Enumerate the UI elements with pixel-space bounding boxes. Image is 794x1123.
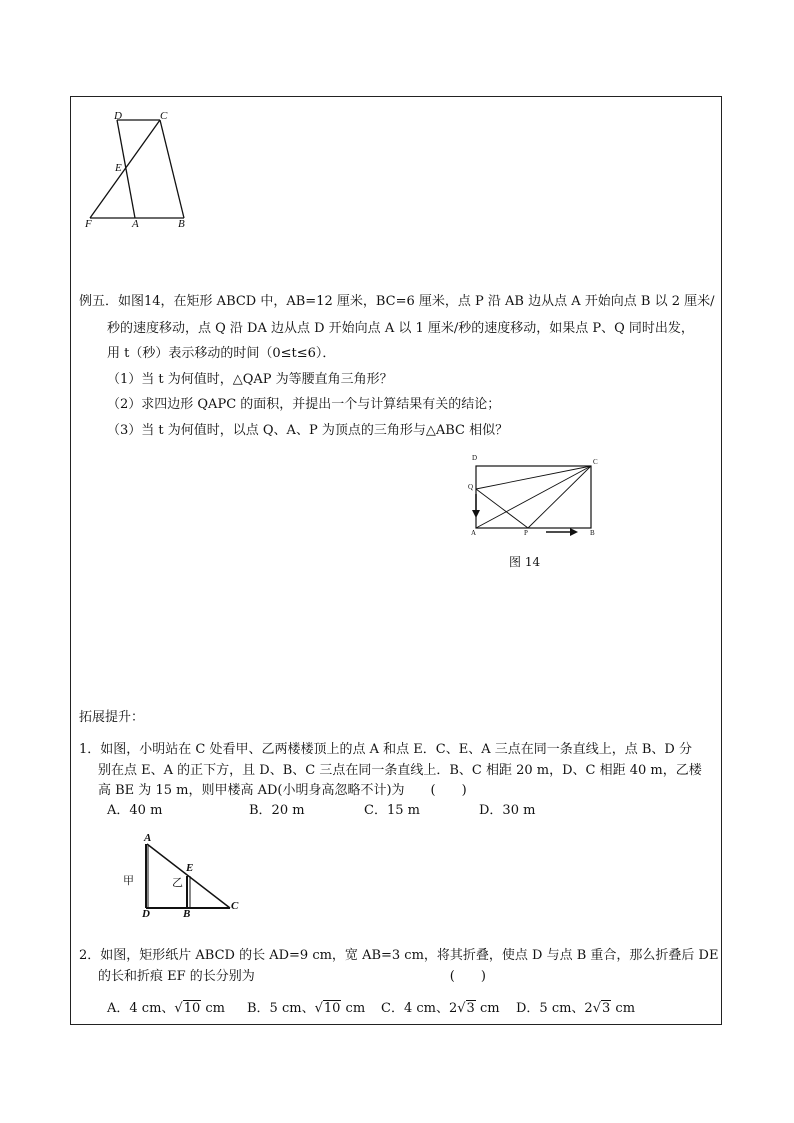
problem1-line2: 别在点 E、A 的正下方，且 D、B、C 三点在同一条直线上．B、C 相距 20 m，D、C 相距 40 m，乙楼 <box>98 763 702 778</box>
sqrt-symbol: √10 <box>314 1001 341 1016</box>
example5-line3: 用 t（秒）表示移动的时间（0≤t≤6）． <box>107 346 336 361</box>
radicand: 10 <box>323 1001 341 1016</box>
figure-14-caption: 图 14 <box>509 555 541 569</box>
problem1-option-a: A．40 m <box>107 803 163 818</box>
figure-buildings <box>118 832 248 920</box>
example5-line2: 秒的速度移动，点 Q 沿 DA 边从点 D 开始向点 A 以 1 厘米/秒的速度移动，如果点 P、Q 同时出发， <box>107 321 694 336</box>
problem2-line1: 2．如图，矩形纸片 ABCD 的长 AD=9 cm，宽 AB=3 cm，将其折叠，使点 D 与点 B 重合，那么折叠后 DE <box>79 948 719 963</box>
example5-question-3: （3）当 t 为何值时，以点 Q、A、P 为顶点的三角形与△ABC 相似？ <box>107 423 509 438</box>
sqrt-symbol: √3 <box>457 1001 475 1016</box>
problem2-option-d <box>516 999 635 1019</box>
option-d-suffix: cm <box>611 1001 636 1016</box>
label-B: B <box>178 218 185 230</box>
label-P: P <box>524 529 528 537</box>
extension-heading: 拓展提升： <box>79 710 145 725</box>
radicand: 10 <box>183 1001 201 1016</box>
label-C: C <box>593 458 598 466</box>
radicand: 3 <box>466 1001 475 1016</box>
sqrt-symbol: √10 <box>174 1001 201 1016</box>
option-b-suffix: cm <box>341 1001 366 1016</box>
problem1-option-c: C．15 m <box>364 803 420 818</box>
problem2-line2: 的长和折痕 EF 的长分别为 ( ) <box>98 969 486 984</box>
radicand: 3 <box>602 1001 611 1016</box>
label-D: D <box>114 110 122 122</box>
problem1-line3: 高 BE 为 15 m，则甲楼高 AD(小明身高忽略不计)为 ( ) <box>98 783 467 798</box>
problem2-option-b <box>247 999 365 1019</box>
label-A: A <box>132 218 139 230</box>
sqrt-symbol: √3 <box>592 1001 611 1016</box>
problem2-option-a <box>107 999 225 1019</box>
example5-question-1: （1）当 t 为何值时，△QAP 为等腰直角三角形？ <box>107 372 393 387</box>
label-B: B <box>183 908 191 920</box>
label-B: B <box>590 529 595 537</box>
problem1-line1: 1．如图，小明站在 C 处看甲、乙两楼楼顶上的点 A 和点 E．C、E、A 三点在同一条直线上，点 B、D 分 <box>79 742 692 757</box>
label-A: A <box>144 832 152 844</box>
label-yi: 乙 <box>172 876 183 889</box>
label-A: A <box>471 529 477 537</box>
option-c-prefix: C．4 cm、2 <box>381 1001 458 1016</box>
example5-question-2: （2）求四边形 QAPC 的面积，并提出一个与计算结果有关的结论； <box>107 397 501 412</box>
option-d-prefix: D．5 cm、2 <box>516 1001 593 1016</box>
label-D: D <box>472 454 478 462</box>
label-Q: Q <box>468 483 474 491</box>
figure-14 <box>466 456 606 540</box>
figure-trapezoid <box>80 108 200 236</box>
label-E: E <box>115 162 122 174</box>
label-F: F <box>85 218 92 230</box>
label-D: D <box>142 908 150 920</box>
option-a-suffix: cm <box>201 1001 225 1016</box>
option-b-prefix: B．5 cm、 <box>247 1001 315 1016</box>
problem1-option-d: D．30 m <box>479 803 536 818</box>
label-C: C <box>231 900 239 912</box>
example5-line1: 例五．如图14，在矩形 ABCD 中，AB=12 厘米，BC=6 厘米，点 P 沿 AB 边从点 A 开始向点 B 以 2 厘米/ <box>79 294 715 309</box>
option-a-prefix: A．4 cm、 <box>107 1001 175 1016</box>
label-C: C <box>160 110 168 122</box>
label-E: E <box>186 862 194 874</box>
problem2-option-c <box>381 999 500 1019</box>
option-c-suffix: cm <box>475 1001 500 1016</box>
problem1-option-b: B．20 m <box>249 803 305 818</box>
label-jia: 甲 <box>123 874 134 887</box>
